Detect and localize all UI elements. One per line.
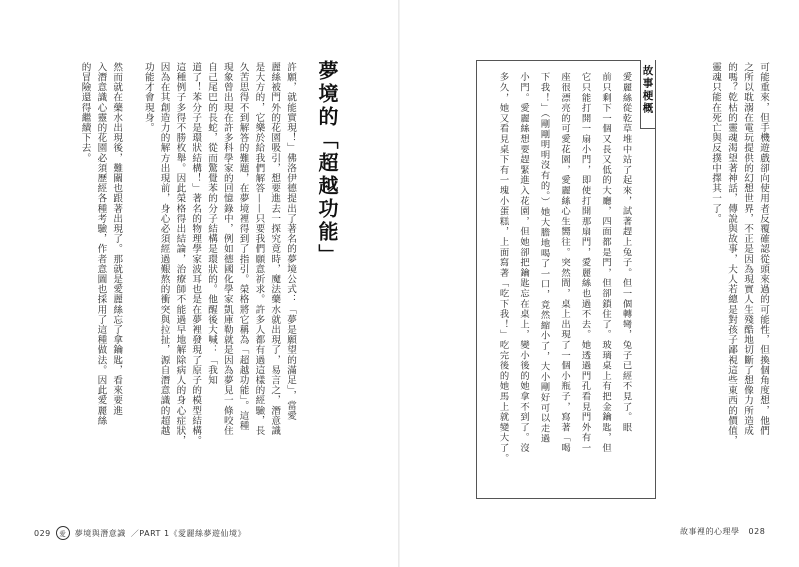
text-column: 的嗎？乾枯的靈魂渴望著神話，傳說與故事，大人若總是對孩子鄙視這些東西的價值， xyxy=(726,62,737,446)
text-column: 然而就在藥水出現後，難關也跟著出現了。那就是愛麗絲忘了拿鑰匙，看來要進 xyxy=(111,62,123,416)
story-summary-label: 故事梗概 xyxy=(640,60,655,129)
text-column: 的冒險還得繼續下去。 xyxy=(79,62,91,163)
text-column: 道了！苯分子是環狀結構！」著名的物理學家波耳也是在夢裡發現了原子的模型結構。 xyxy=(190,62,202,446)
text-column: 靈魂只能在死亡與反撲中擇其一了。 xyxy=(710,62,721,224)
text-column: 久苦思得不到解答的難題，在夢境裡得到了指引。榮格將它稱為「超越功能」。這種 xyxy=(237,62,249,431)
text-column: 下我！」（剛剛明明沒有的。）她大膽地喝了一口，竟然縮小了，大小剛好可以走過 xyxy=(538,72,550,444)
page-number: 029 xyxy=(34,528,51,538)
running-head: 故事裡的心理學 xyxy=(680,527,740,536)
text-column: 多久，她又看見桌下有一塊小蛋糕，上面寫著「吃下我！」吃完後的她馬上就變大了。 xyxy=(497,72,509,464)
text-column: 許願，就能實現！」佛洛伊德提出了著名的夢境公式：「夢是願望的滿足」，當愛 xyxy=(285,62,296,421)
page-number: 028 xyxy=(748,527,766,536)
book-logo-icon: 愛 xyxy=(56,526,70,540)
text-column: 功能才會現身。 xyxy=(142,62,154,133)
part-title: ／PART 1《愛麗絲夢遊仙境》 xyxy=(130,528,247,538)
right-folio xyxy=(680,526,765,537)
text-column: 小門。愛麗絲想要趕緊進入花園，但她卻把鑰匙忘在桌上，變小後的她拿不到了。沒 xyxy=(518,72,529,454)
text-column: 自己尾巴的長蛇，從而驚覺苯的分子結構是環狀的。他醒後大喊：「我知 xyxy=(206,62,217,386)
text-column: 之所以耽溺在電玩提供的幻想世界，不正是因為現實人生殘酷地切斷了想像力所造成 xyxy=(742,62,753,436)
text-column: 這種例子多得不勝枚舉。因此榮格得出結論，治療師不能過早地解除病人的身心症狀， xyxy=(174,62,186,446)
text-column: 它只能打開一扇小門，即使打開那扇門，愛麗絲也過不去。她透過門孔看見門外有一 xyxy=(579,72,591,454)
text-column: 入潛意識心靈的花園必須歷經各種考驗，作者意圖也採用了這種做法。因此愛麗絲 xyxy=(95,62,107,426)
text-column: 現象曾出現在許多科學家的回憶錄中，例如德國化學家凱庫勒就是因為夢見一條咬住 xyxy=(221,62,233,436)
text-column: 麗絲被門外的花園吸引，想要進去一探究竟時，魔法藥水就出現了，易言之，潛意識 xyxy=(269,62,281,436)
text-column: 可能重來，但手機遊戲卻向使用者反覆確認從頭來過的可能性，但換個角度想，他們 xyxy=(758,62,769,436)
book-title: 夢境與潛意識 xyxy=(74,528,126,538)
text-column: 前只剩下一個又長又低的大廳，四面都是門，但卻鎖住了。玻璃桌上有把金鑰匙，但 xyxy=(600,72,611,454)
text-column: 因為在其創造力的解方出現前，身心必須經過艱熬的衝突與拉扯，源自潛意識的超越 xyxy=(158,62,170,436)
text-column: 愛麗絲從乾草堆中站了起來，試著趕上兔子。但一個轉彎，兔子已經不見了。眼 xyxy=(620,72,632,433)
text-column: 座很漂亮的可愛花園，愛麗絲心生嚮往。突然間，桌上出現了一個小瓶子，寫著「喝 xyxy=(559,72,570,454)
text-column: 是大方的，它樂於給我們解答——只要我們願意祈求。許多人都有過這樣的經驗，長 xyxy=(253,62,265,436)
section-title: 夢境的「超越功能」 xyxy=(315,60,339,267)
